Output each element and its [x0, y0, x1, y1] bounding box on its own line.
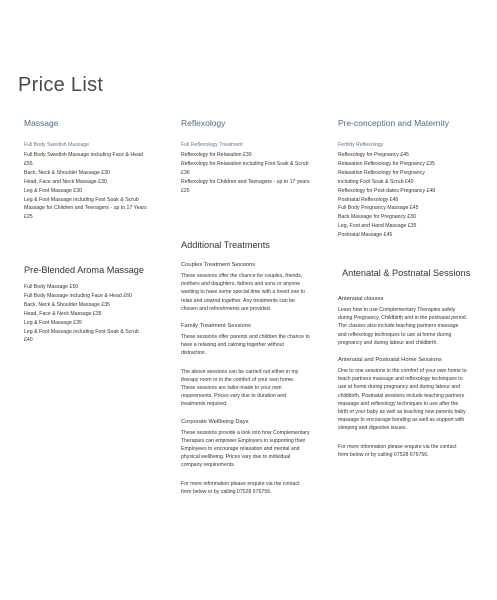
text-line: use at home during pregnancy and during labour and [338, 384, 460, 391]
text-line: pregnancy and during labour and childbirth. [338, 339, 438, 346]
antenatal-classes-title: Antenatal classes [338, 296, 384, 302]
price-line: Leg, Foot and Hand Massage £35 [338, 223, 417, 230]
spacer [181, 470, 333, 480]
text-line: childbirth. Postnatal sessions include teaching partners [338, 392, 465, 399]
text-line: company requirements. [181, 462, 236, 469]
price-line: £25 [181, 187, 190, 194]
text-line: Therapies can empower Employers in supporting their [181, 437, 306, 444]
price-line: Back, Neck & Shoulder Massage £30 [24, 169, 110, 176]
price-line: Reflexology for Relaxation including Foot Soak & Scrub [181, 160, 309, 167]
antenatal-classes-text [338, 306, 494, 347]
text-line: massage and reflexology techniques to use after the [338, 400, 459, 407]
text-line: These sessions provide a look into how Complementary [181, 429, 310, 436]
text-line: form below or by calling 07528 676756. [338, 451, 429, 458]
text-line: treatments required. [181, 401, 228, 408]
text-line: birth of your baby as well as teaching new parents baby [338, 409, 466, 416]
price-line: Leg & Foot Massage £30 [24, 187, 82, 194]
corporate-title: Corporate Wellbeing Days [181, 418, 249, 425]
text-line: sleeping and digestive issues. [338, 425, 407, 432]
preconception-subheading: Fertility Reflexology [338, 142, 384, 148]
price-line: Postnatal Reflexology £45 [338, 196, 399, 203]
reflexology-section [181, 118, 331, 196]
home-sessions-text [338, 367, 494, 459]
text-line: mothers and daughters, fathers and sons or anyone [181, 281, 301, 288]
text-line: These sessions offer parents and children the chance to [181, 334, 310, 341]
price-line: Massage for Children and Teenagers - up to 17 Years [24, 205, 147, 212]
price-line: Leg & Foot Massage including Foot Soak & Scrub [24, 328, 139, 335]
text-line: wanting to have some special time with a loved one to [181, 289, 305, 296]
text-line: The above sessions can be carried out either in my [181, 368, 299, 375]
text-line: requirements. Prices vary due to duration and [181, 393, 286, 400]
price-line: Back Massage for Pregnancy £30 [338, 214, 416, 221]
text-line: physical wellbeing. Prices vary due to individual [181, 454, 291, 461]
aroma-section [24, 265, 174, 345]
family-text [181, 333, 333, 409]
text-line: form below or by calling 07528 676756. [181, 488, 272, 495]
text-line: Learn how to use Complementary Therapies safely [338, 307, 456, 313]
price-line: including Foot Soak & Scrub £40 [338, 178, 414, 185]
spacer [338, 433, 494, 443]
aroma-heading: Pre-Blended Aroma Massage [24, 265, 145, 275]
additional-heading: Additional Treatments [181, 240, 270, 250]
text-line: have a relaxing and calming together without [181, 342, 284, 349]
text-line: massage to encourage bonding as well as support with [338, 417, 465, 424]
price-line: Reflexology for Children and Teenagers - up to 17 years [181, 178, 310, 185]
price-line: Head, Face & Neck Massage £35 [24, 310, 102, 317]
price-line: £55 [24, 160, 33, 167]
text-line: therapy room or in the comfort of your own home. [181, 376, 295, 383]
price-line: £36 [181, 169, 190, 176]
text-line: chosen and refreshments are provided. [181, 305, 272, 312]
text-line: These sessions offer the chance for couples, friends, [181, 273, 303, 279]
text-line: and reflexology techniques to use at home during [338, 331, 452, 338]
family-title: Family Treatment Sessions [181, 323, 251, 330]
price-line: Head, Face and Neck Massage £30 [24, 178, 107, 185]
home-sessions-title: Antenatal and Postnatal Home Sessions [338, 357, 442, 364]
text-line: distraction. [181, 350, 207, 357]
text-line: during Pregnancy, Childbirth and in the postnatal period. [338, 315, 468, 322]
corporate-text [181, 429, 333, 496]
text-line: For more information please enquire via the contact [181, 480, 300, 487]
preconception-section [338, 118, 488, 240]
text-line: These sessions are tailor-made to your own [181, 385, 282, 392]
price-line: Reflexology for Post-dates Pregnancy £48 [338, 187, 436, 194]
price-line: Reflexology for Relaxation £30 [181, 152, 252, 158]
price-line: Full Body Pregnancy Massage £45 [338, 205, 419, 212]
antenatal-heading: Antenatal & Postnatal Sessions [342, 268, 471, 278]
couples-text [181, 272, 333, 313]
text-line: Employees to encourage relaxation and mental and [181, 446, 300, 453]
price-line: £25 [24, 214, 33, 221]
price-line: £40 [24, 337, 33, 344]
reflexology-heading: Reflexology [181, 118, 226, 128]
price-line: Back, Neck & Shoulder Massage £35 [24, 301, 110, 308]
text-line: The classes also include teaching partners massage [338, 323, 459, 330]
text-line: relax and unwind together. Any treatments can be [181, 297, 295, 304]
additional-section [181, 240, 333, 496]
massage-price-list [24, 151, 164, 222]
text-line: teach partners massage and reflexology techniques to [338, 376, 463, 383]
price-line: Relaxation Reflexology for Pregnancy [338, 169, 425, 176]
couples-title: Couples Treatment Sessions [181, 262, 256, 268]
preconception-heading: Pre-conception and Maternity [338, 118, 450, 128]
spacer [181, 358, 333, 368]
massage-heading: Massage [24, 118, 59, 128]
price-line: Reflexology for Pregnancy £45 [338, 152, 409, 158]
price-line: Postnatal Massage £45 [338, 232, 393, 239]
text-line: For more information please enquire via the contact [338, 443, 457, 450]
reflexology-subheading: Full Reflexology Treatment [181, 142, 243, 148]
text-line: One to one sessions in the comfort of your own home to [338, 368, 467, 375]
price-line: Full Body Swedish Massage including Face & Head [24, 152, 143, 158]
price-line: Leg & Foot Massage £35 [24, 319, 82, 326]
page-title: Price List [18, 74, 104, 96]
price-line: Full Body Massage £50 [24, 284, 79, 290]
massage-section [24, 118, 164, 222]
price-line: Relaxation Reflexology for Pregnancy £35 [338, 160, 435, 167]
price-line: Full Body Massage including Face & Head £60 [24, 292, 132, 299]
massage-subheading: Full Body Swedish Massage [24, 142, 90, 148]
antenatal-section [338, 268, 494, 459]
price-line: Leg & Foot Massage including Foot Soak & Scrub [24, 196, 139, 203]
